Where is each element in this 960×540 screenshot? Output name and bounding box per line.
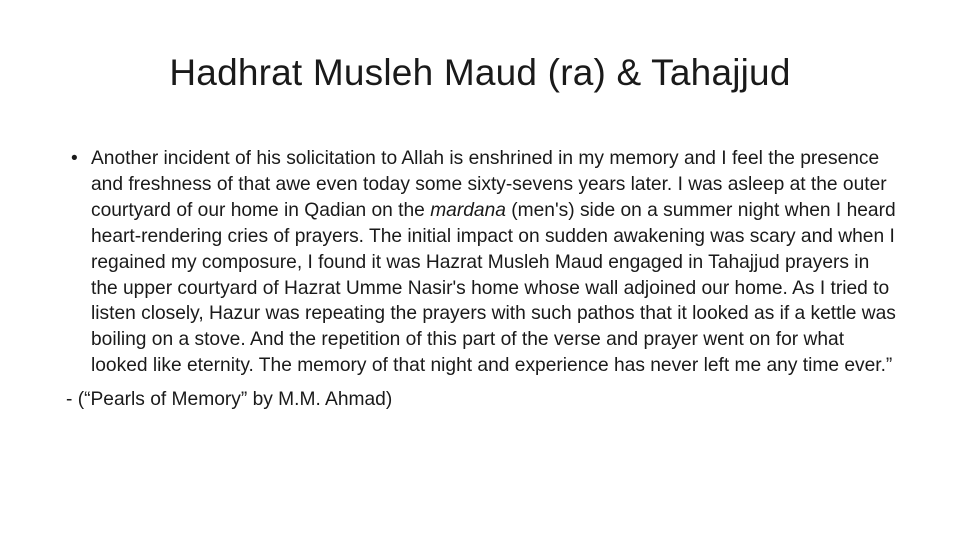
quote-attribution: - (“Pearls of Memory” by M.M. Ahmad) (66, 389, 393, 411)
quote-text-part2: (men's) side on a summer night when I heard heart-rendering cries of prayers. The initial impact on sudden awakening was scary and when I regained my composure, I found it was Hazrat Musleh Maud engaged in Tahajjud prayers in the upper courtyard of Hazrat Umme Nasir's home whose wall adjoined our home. As I tried to listen closely, Hazur was repeating the prayers with such pathos that it looked as if a kettle was boiling on a stove. And the repetition of this part of the verse and prayer went on for what looked like eternity. The memory of that night and experience has never left me any time ever.” (91, 199, 896, 377)
slide-title: Hadhrat Musleh Maud (ra) & Tahajjud (169, 52, 791, 93)
bullet-marker: • (71, 148, 78, 169)
quote-text-part1: Another incident of his solicitation to Allah is enshrined in my memory and I feel the presence and freshness of that awe even today some sixty-sevens years later. I was asleep at the outer courtyard of our home in Qadian on the (91, 148, 887, 221)
quote-emphasis: mardana (430, 199, 506, 221)
quote-bullet (66, 146, 896, 379)
slide-body (66, 146, 896, 413)
